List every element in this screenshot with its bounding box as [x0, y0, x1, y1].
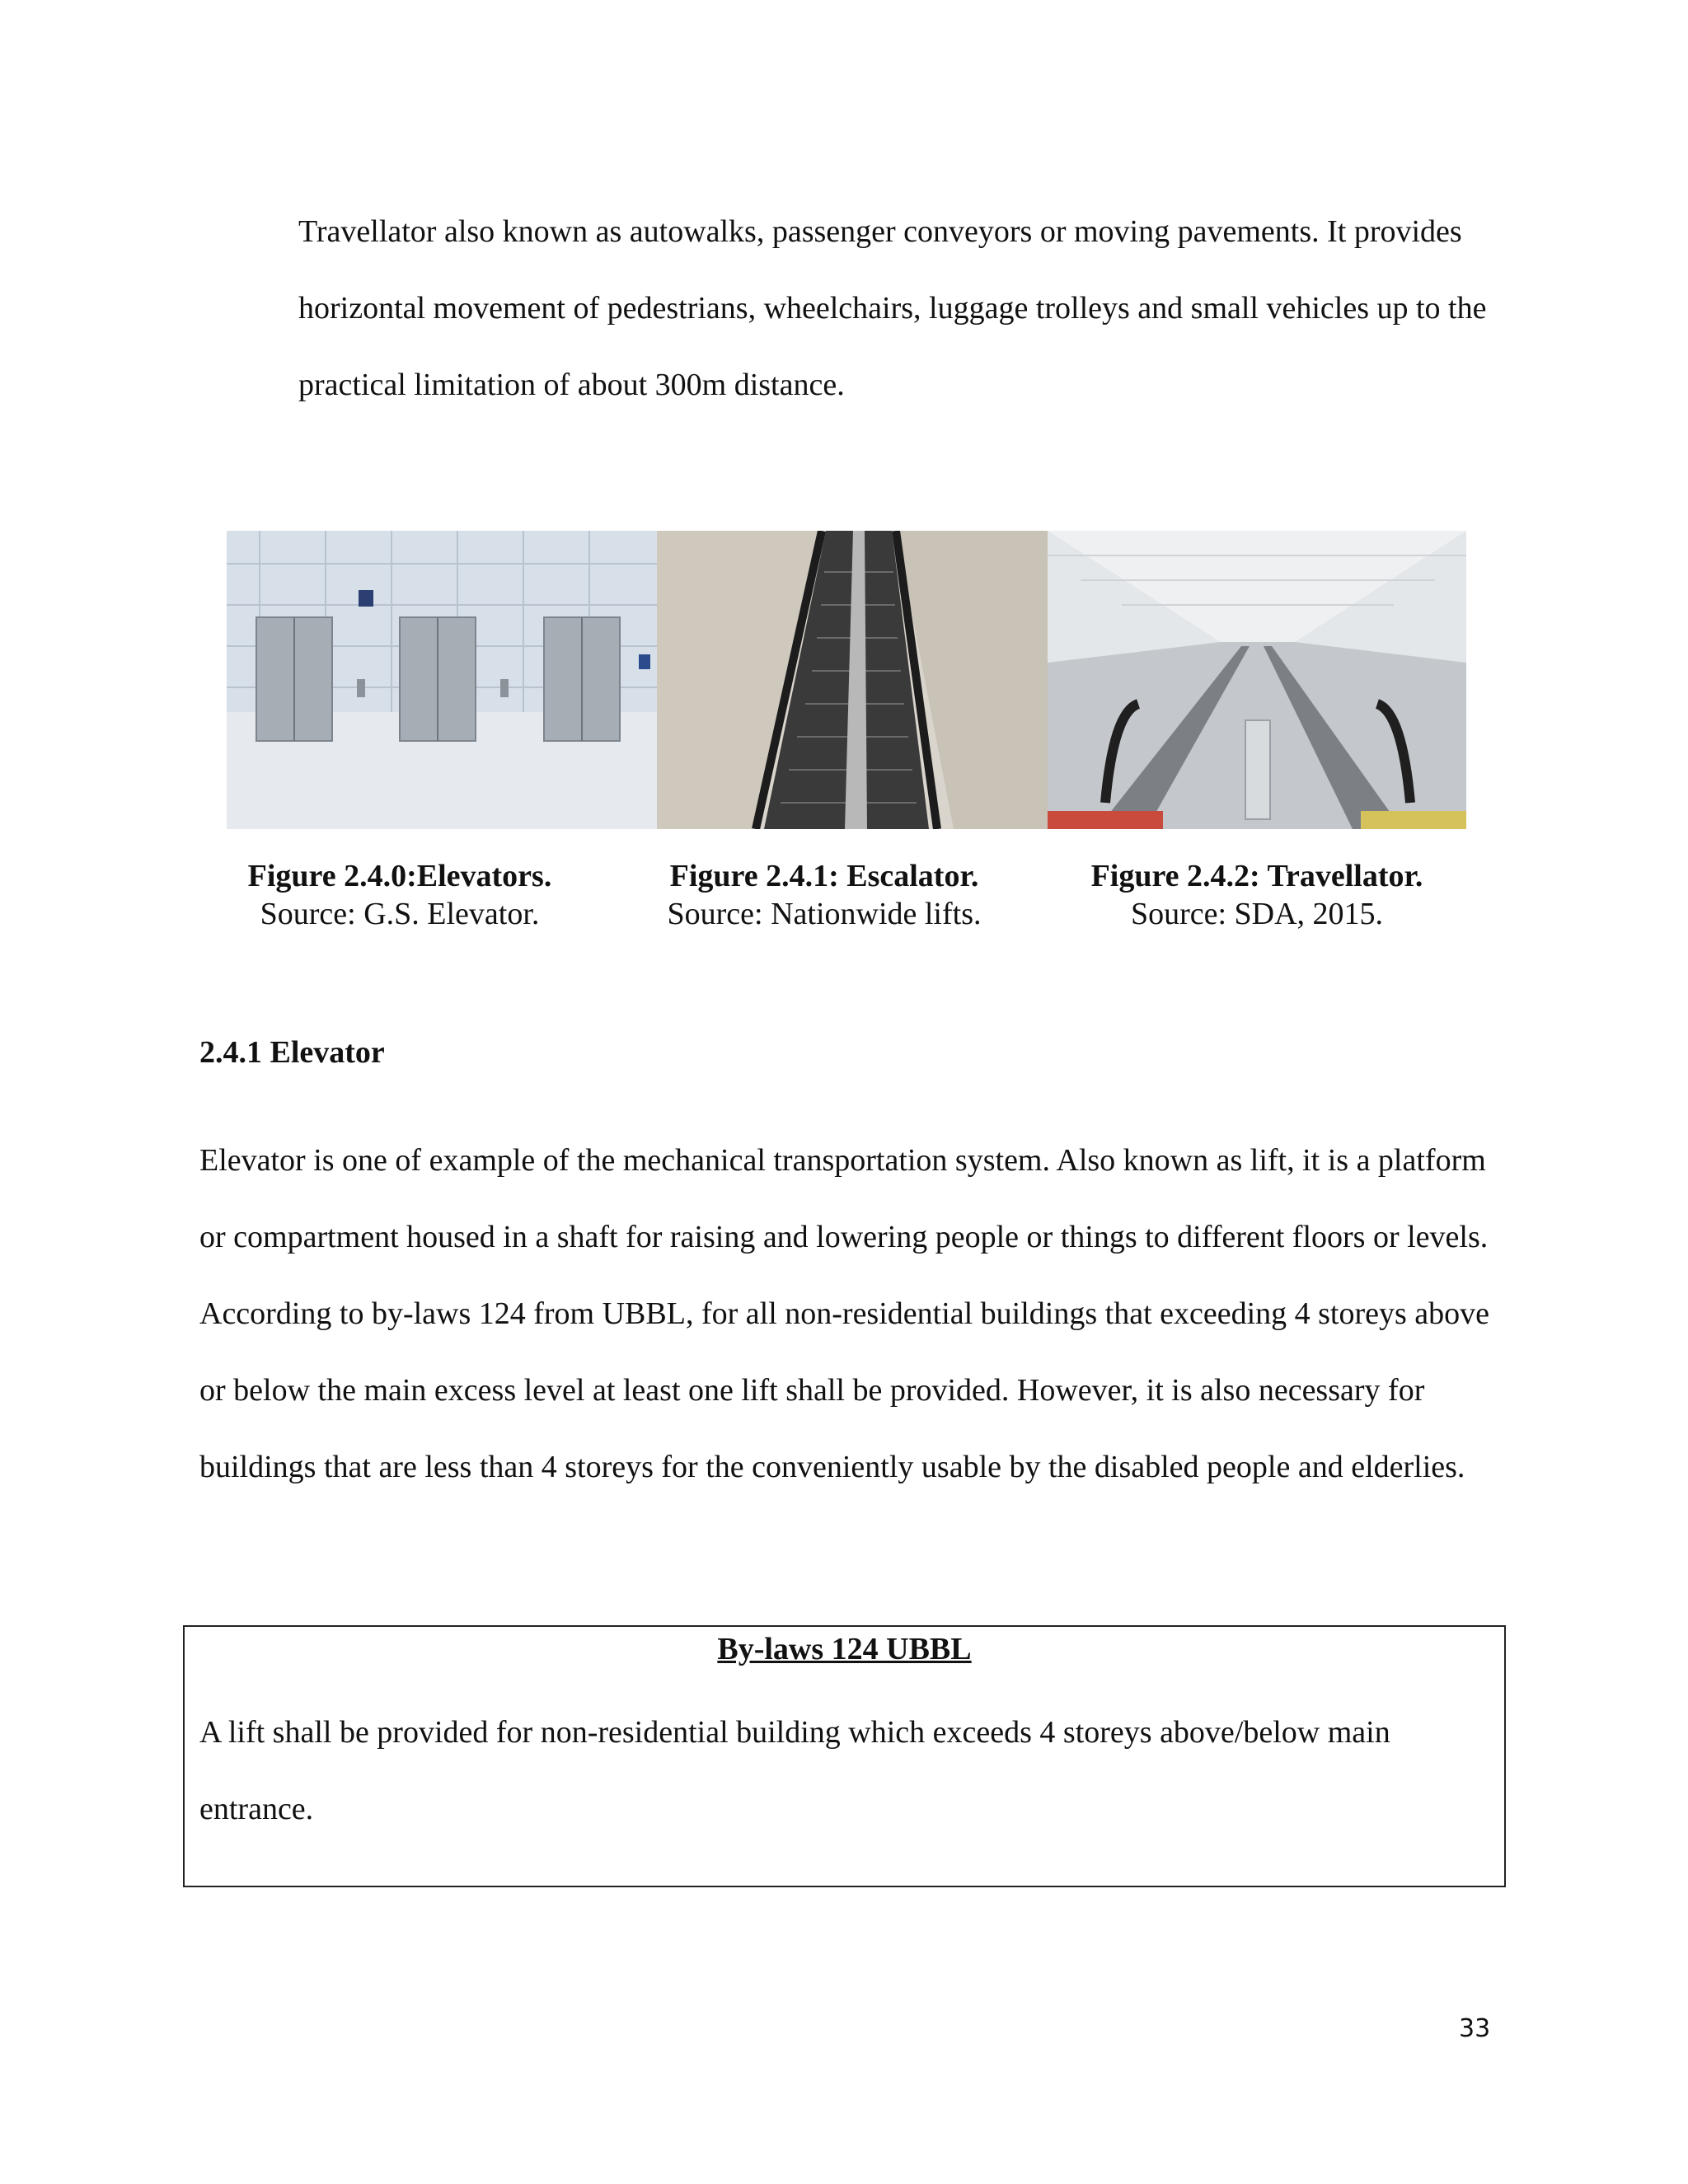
- escalator-photo: [657, 531, 1048, 829]
- section-heading: 2.4.1 Elevator: [199, 1035, 385, 1070]
- figure-title: Figure 2.4.2: Travellator.: [1090, 859, 1423, 893]
- figure-source: Source: G.S. Elevator.: [260, 897, 540, 931]
- figure-caption-travellator: [1059, 857, 1455, 933]
- bylaw-title: By-laws 124 UBBL: [717, 1632, 972, 1666]
- figure-title: Figure 2.4.0:Elevators.: [247, 859, 552, 893]
- figure-row: [227, 531, 1466, 829]
- page-number: 33: [1459, 2014, 1491, 2043]
- figure-caption-escalator: [643, 857, 1006, 933]
- intro-paragraph: Travellator also known as autowalks, passenger conveyors or moving pavements. It provides horizontal movement of pedestrians, wheelchairs, luggage trolleys and small vehicles up to the practical limitation of about 300m distance.: [298, 214, 1487, 402]
- body-paragraph: Elevator is one of example of the mechanical transportation system. Also known as lift, it is a platform or compartment housed in a shaft for raising and lowering people or things to different floors or levels. According to by-laws 124 from UBBL, for all non-residential buildings that exceeding 4 storeys above or below the main excess level at least one lift shall be provided. However, it is also necessary for buildings that are less than 4 storeys for the conveniently usable by the disabled people and elderlies.: [199, 1143, 1490, 1484]
- figure-caption-elevators: [227, 857, 573, 933]
- figure-title: Figure 2.4.1: Escalator.: [669, 859, 979, 893]
- travellator-photo: [1048, 531, 1466, 829]
- figure-source: Source: Nationwide lifts.: [667, 897, 982, 931]
- bylaw-text: A lift shall be provided for non-residential building which exceeds 4 storeys above/below main entrance.: [199, 1715, 1390, 1826]
- figure-source: Source: SDA, 2015.: [1130, 897, 1384, 931]
- elevators-photo: [227, 531, 657, 829]
- bylaw-box: [183, 1625, 1506, 1887]
